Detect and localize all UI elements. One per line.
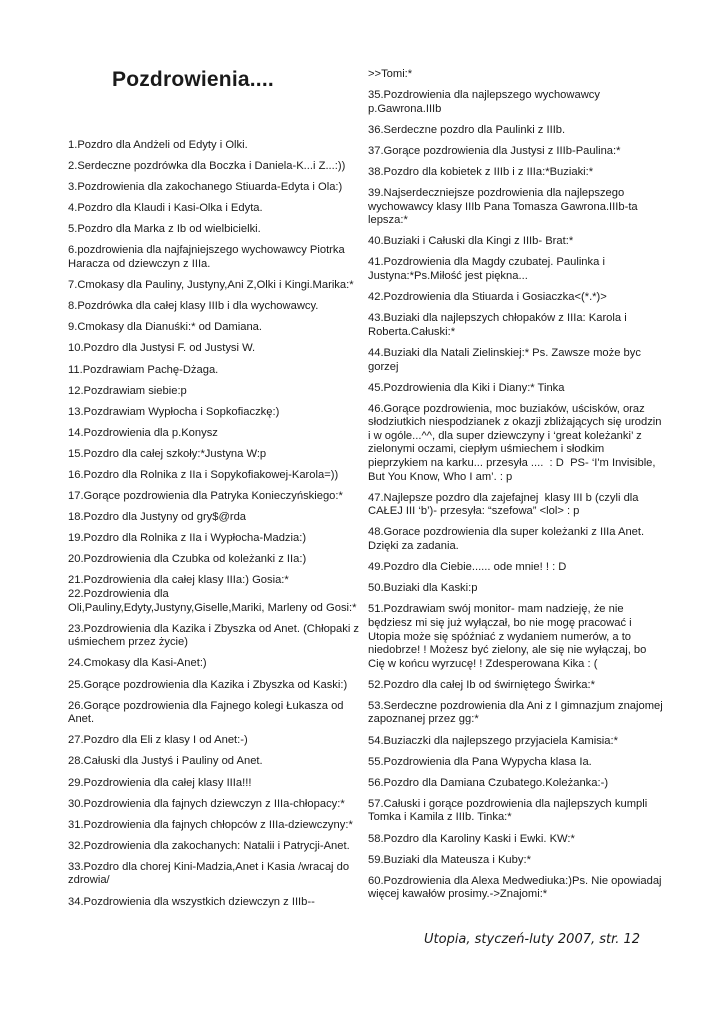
greeting-item: 45.Pozdrowienia dla Kiki i Diany:* Tinka [368, 381, 565, 394]
greeting-item: 14.Pozdrowienia dla p.Konysz [68, 426, 218, 439]
greeting-item: 52.Pozdro dla całej Ib od świrniętego Świrka:* [368, 678, 595, 691]
greeting-item: 59.Buziaki dla Mateusza i Kuby:* [368, 853, 531, 866]
greeting-item: 37.Gorące pozdrowienia dla Justysi z IIIb-Paulina:* [368, 144, 621, 157]
greeting-item: 49.Pozdro dla Ciebie...... ode mnie! ! : D [368, 561, 567, 574]
greeting-item: 20.Pozdrowienia dla Czubka od koleżanki z IIa:) [68, 553, 307, 566]
greeting-item: 41.Pozdrowienia dla Magdy czubatej. Paulinka i Justyna:*Ps.Miłość jest piękna... [368, 256, 609, 283]
greeting-item: 1.Pozdro dla Andżeli od Edyty i Olki. [68, 139, 248, 151]
greeting-item: 3.Pozdrowienia dla zakochanego Stiuarda-Edyta i Ola:) [68, 181, 343, 194]
greeting-item: 26.Gorące pozdrowienia dla Fajnego kolegi Łukasza od Anet. [68, 699, 347, 726]
greeting-item: 31.Pozdrowienia dla fajnych chłopców z IIIa-dziewczyny:* [68, 818, 353, 831]
greeting-item: 15.Pozdro dla całej szkoły:*Justyna W:p [68, 447, 267, 460]
greeting-item: 4.Pozdro dla Klaudi i Kasi-Olka i Edyta. [68, 202, 263, 215]
greeting-item: 35.Pozdrowienia dla najlepszego wychowawcy p.Gawrona.IIIb [368, 89, 604, 115]
greeting-item: 21.Pozdrowienia dla całej klasy IIIa:) Gosia:* [68, 574, 289, 587]
greeting-item: 6.pozdrowienia dla najfajniejszego wychowawcy Piotrka Haracza od dziewczyn z IIIa. [68, 244, 348, 271]
greeting-item: 60.Pozdrowienia dla Alexa Medwediuka:)Ps. Nie opowiadaj więcej kawałów prosimy.->Znajomi:* [368, 874, 665, 901]
greeting-item: 57.Całuski i gorące pozdrowienia dla najlepszych kumpli Tomka i Kamila z IIIb. Tinka:* [368, 797, 651, 824]
greeting-item: 50.Buziaki dla Kaski:p [368, 582, 478, 595]
greeting-item: 47.Najlepsze pozdro dla zajefajnej klasy III b (czyli dla CAŁEJ III ‘b’)- przesyła: “szefowa” <lol> : p [368, 491, 642, 518]
greeting-item: 43.Buziaki dla najlepszych chłopaków z IIIa: Karola i Roberta.Całuski:* [368, 312, 630, 338]
page-footer: Utopia, styczeń-luty 2007, str. 12 [424, 932, 641, 947]
left-column [68, 139, 363, 917]
greeting-item: 34.Pozdrowienia dla wszystkich dziewczyn z IIIb-- [68, 895, 315, 908]
greeting-item: 44.Buziaki dla Natali Zielinskiej:* Ps. Zawsze może byc gorzej [368, 346, 645, 373]
greeting-item: 9.Cmokasy dla Dianuśki:* od Damiana. [68, 321, 263, 334]
greeting-item: 58.Pozdro dla Karoliny Kaski i Ewki. KW:* [368, 832, 575, 845]
greeting-item: 32.Pozdrowienia dla zakochanych: Natalii i Patrycji-Anet. [68, 839, 350, 852]
greeting-item: 19.Pozdro dla Rolnika z IIa i Wypłocha-Madzia:) [68, 532, 307, 545]
greeting-item: 40.Buziaki i Całuski dla Kingi z IIIb- Brat:* [368, 235, 574, 248]
greeting-item: 22.Pozdrowienia dla Oli,Pauliny,Edyty,Justyny,Giselle,Mariki, Marleny od Gosi:* [68, 588, 357, 614]
greeting-item: 2.Serdeczne pozdrówka dla Boczka i Daniela-K...i Z...:)) [68, 160, 346, 173]
greeting-item: 12.Pozdrawiam siebie:p [68, 384, 187, 397]
greeting-item: 30.Pozdrowienia dla fajnych dziewczyn z IIIa-chłopacy:* [68, 797, 345, 810]
greeting-item: 48.Gorace pozdrowienia dla super koleżanki z IIIa Anet. Dzięki za zadania. [368, 526, 648, 553]
greeting-item: 7.Cmokasy dla Pauliny, Justyny,Ani Z,Olki i Kingi.Marika:* [68, 279, 354, 292]
greeting-item: 5.Pozdro dla Marka z Ib od wielbicielki. [68, 223, 261, 236]
greeting-item: 28.Całuski dla Justyś i Pauliny od Anet. [68, 755, 263, 768]
greeting-item: 10.Pozdro dla Justysi F. od Justysi W. [68, 342, 256, 355]
greeting-item: 24.Cmokasy dla Kasi-Anet:) [68, 657, 207, 670]
greeting-item: 8.Pozdrówka dla całej klasy IIIb i dla wychowawcy. [68, 300, 319, 313]
greeting-item: 25.Gorące pozdrowienia dla Kazika i Zbyszka od Kaski:) [68, 678, 348, 691]
greeting-item: 38.Pozdro dla kobietek z IIIb i z IIIa:*Buziaki:* [368, 165, 594, 178]
greeting-item: 29.Pozdrowienia dla całej klasy IIIa!!! [68, 776, 252, 789]
greeting-item: 18.Pozdro dla Justyny od gry$@rda [68, 511, 247, 524]
greeting-item: 42.Pozdrowienia dla Stiuarda i Gosiaczka<(*.*)> [368, 291, 607, 304]
greeting-item: 55.Pozdrowienia dla Pana Wypycha klasa Ia. [368, 755, 592, 768]
greeting-item: 51.Pozdrawiam swój monitor- mam nadzieję, że nie będziesz mi się już wyłączał, bo nie mogę pracować i Utopia może się spóźniać z wydaniem numerów, a to niedobrze! ! Możesz być zielony, ale się nie wyłączaj, bo Cię w końcu wyrzucę! ! Zdesperowana Kika : ( [368, 603, 650, 670]
greeting-item: 36.Serdeczne pozdro dla Paulinki z IIIb. [368, 123, 566, 136]
greeting-item: 11.Pozdrawiam Pachę-Dżaga. [68, 363, 219, 376]
greeting-item: 17.Gorące pozdrowienia dla Patryka Konieczyńskiego:* [68, 490, 343, 503]
right-column [368, 68, 664, 909]
greeting-item: >>Tomi:* [368, 68, 413, 80]
greeting-item: 54.Buziaczki dla najlepszego przyjaciela Kamisia:* [368, 734, 618, 747]
greeting-item: 27.Pozdro dla Eli z klasy I od Anet:-) [68, 734, 248, 747]
greeting-item: 23.Pozdrowienia dla Kazika i Zbyszka od Anet. (Chłopaki z uśmiechem przez życie) [68, 622, 363, 649]
greeting-item: 56.Pozdro dla Damiana Czubatego.Koleżanka:-) [368, 776, 609, 789]
greeting-item: 33.Pozdro dla chorej Kini-Madzia,Anet i Kasia /wracaj do zdrowia/ [68, 860, 353, 887]
greeting-item: 46.Gorące pozdrowienia, moc buziaków, uścisków, oraz słodziutkich niespodzianek z okazji zbliżających się urodzin i w ogóle...^^, dla super dziewczyny i ‘great koleżanki’ z zielonymi oczami, ciepłym uśmiechem i słodkim pieprzykiem na karku... przesyła .... : D PS- ‘I'm Invisible, But You Know, Who I am’. : p [368, 402, 665, 483]
greeting-item: 13.Pozdrawiam Wypłocha i Sopkofiaczkę:) [68, 405, 280, 418]
greeting-item: 53.Serdeczne pozdrowienia dla Ani z I gimnazjum znajomej zapoznanej przez gg:* [368, 699, 666, 726]
greeting-item: 39.Najserdeczniejsze pozdrowienia dla najlepszego wychowawcy klasy IIIb Pana Tomasza Gawrona.IIIb-ta lepsza:* [368, 187, 641, 227]
greeting-item: 16.Pozdro dla Rolnika z IIa i Sopykofiakowej-Karola=)) [68, 469, 339, 481]
page-title: Pozdrowienia.... [112, 68, 274, 91]
